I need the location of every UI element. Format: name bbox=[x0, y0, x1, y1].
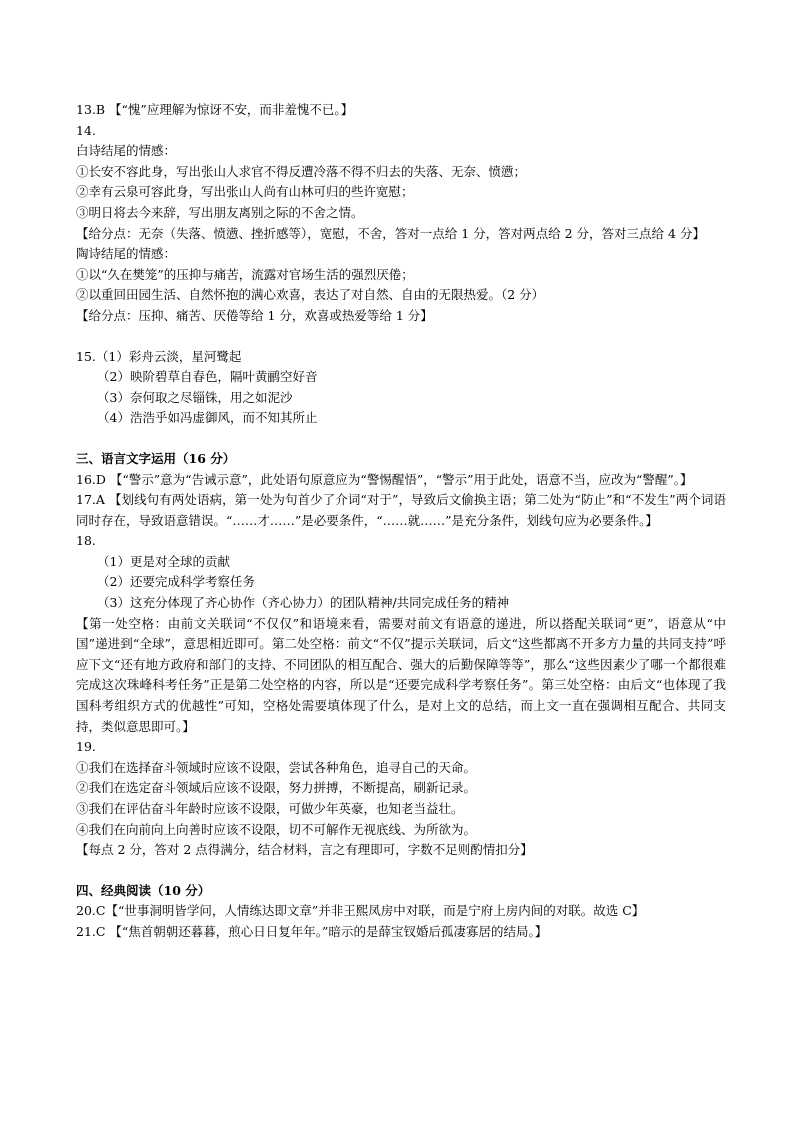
answer-q20: 20.C【“世事洞明皆学问，人情练达即文章”并非王熙凤房中对联，而是宁府上房内间的对联。故选 C】 bbox=[76, 903, 645, 919]
q14-bai-item: ①长安不容此身，写出张山人求官不得反遭冷落不得不归去的失落、无奈、愤懑； bbox=[76, 163, 527, 179]
q15-line: （3）奈何取之尽锱铢，用之如泥沙 bbox=[97, 389, 293, 405]
q18-item: （2）还要完成科学考察任务 bbox=[97, 574, 255, 590]
q14-tao-title: 陶诗结尾的情感： bbox=[76, 246, 177, 262]
q19-item: ①我们在选择奋斗领域时应该不设限，尝试各种角色，追寻自己的天命。 bbox=[76, 759, 477, 775]
q14-number: 14. bbox=[76, 122, 96, 138]
answer-q13: 13.B 【“愧”应理解为惊讶不安，而非羞愧不已。】 bbox=[76, 102, 354, 117]
answer-document bbox=[76, 100, 726, 943]
answer-q17: 17.A 【划线句有两处语病，第一处为句首少了介词“对于”，导致后文偷换主语；第二处为“防止”和“不发生”两个词语同时存在，导致语意错误。“……才……”是必要条件，“……就……”是充分条件，划线句应为必要条件。】 bbox=[76, 492, 726, 528]
q14-bai-item: ②幸有云泉可容此身，写出张山人尚有山林可归的些许宽慰； bbox=[76, 184, 414, 200]
q19-item: ②我们在选定奋斗领域后应该不设限，努力拼搏，不断提高，刷新记录。 bbox=[76, 780, 477, 796]
q18-number: 18. bbox=[76, 533, 96, 549]
section-3-title: 三、语言文字运用（16 分） bbox=[76, 450, 236, 466]
section-4-title: 四、经典阅读（10 分） bbox=[76, 882, 211, 898]
q14-bai-title: 白诗结尾的情感： bbox=[76, 143, 177, 159]
q19-item: ③我们在评估奋斗年龄时应该不设限，可做少年英豪，也知老当益壮。 bbox=[76, 801, 464, 816]
q15-line: （4）浩浩乎如冯虚御风，而不知其所止 bbox=[97, 410, 318, 426]
q15-line: 15.（1）彩舟云淡，星河鹭起 bbox=[76, 348, 242, 364]
q14-bai-score: 【给分点：无奈（失落、愤懑、挫折感等），宽慰，不舍，答对一点给 1 分，答对两点给 2 分，答对三点给 4 分】 bbox=[76, 225, 705, 241]
answer-q16: 16.D 【“警示”意为“告诫示意”，此处语句原意应为“警惕醒悟”，“警示”用于此处，语意不当，应改为“警醒”。】 bbox=[76, 471, 693, 487]
q14-tao-score: 【给分点：压抑、痛苦、厌倦等给 1 分，欢喜或热爱等给 1 分】 bbox=[76, 307, 433, 323]
q18-explanation: 【第一处空格：由前文关联词“不仅仅”和语境来看，需要对前文有语意的递进，所以搭配关联词“更”，语意从“中国”递进到“全球”，意思相近即可。第二处空格：前文“不仅”提示关联词，后文“这些都离不开多方力量的共同支持”呼应下文“还有地方政府和部门的支持、不同团队的相互配合、强大的后勤保障等等”，那么“这些因素少了哪一个都很难完成这次珠峰科考任务”正是第二处空格的内容，所以是“还要完成科学考察任务”。第三处空格：由后文“也体现了我国科考组织方式的优越性”可知，空格处需要填体现了什么，是对上文的总结，而上文一直在强调相互配合、共同支持，类似意思即可。】 bbox=[76, 615, 726, 734]
q18-item: （1）更是对全球的贡献 bbox=[97, 553, 230, 569]
q19-item: ④我们在向前向上向善时应该不设限，切不可解作无视底线、为所欲为。 bbox=[76, 821, 477, 837]
q19-number: 19. bbox=[76, 739, 96, 755]
q14-tao-item: ②以重回田园生活、自然怀抱的满心欢喜，表达了对自然、自由的无限热爱。（2 分） bbox=[76, 287, 545, 303]
q18-item: （3）这充分体现了齐心协作（齐心协力）的团队精神/共同完成任务的精神 bbox=[97, 595, 510, 611]
q14-tao-item: ①以“久在樊笼”的压抑与痛苦，流露对官场生活的强烈厌倦； bbox=[76, 266, 414, 282]
q14-bai-item: ③明日将去今来辞，写出朋友离别之际的不舍之情。 bbox=[76, 204, 364, 220]
q15-line: （2）映阶碧草自春色，隔叶黄鹂空好音 bbox=[97, 369, 318, 385]
q19-score: 【每点 2 分，答对 2 点得满分，结合材料，言之有理即可，字数不足则酌情扣分】 bbox=[76, 842, 533, 858]
answer-q21: 21.C 【“焦首朝朝还暮暮，煎心日日复年年。”暗示的是薛宝钗婚后孤凄寡居的结局。】 bbox=[76, 923, 548, 939]
